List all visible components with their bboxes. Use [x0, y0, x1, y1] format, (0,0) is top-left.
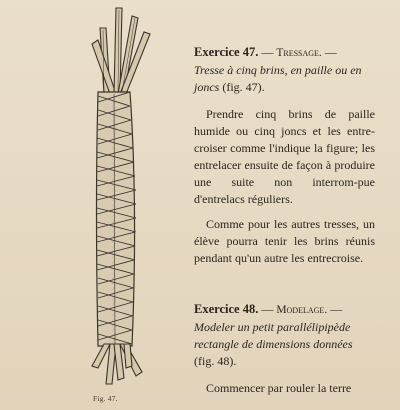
braid-body: [97, 92, 137, 346]
exercise-48-subtitle: Modelage.: [276, 304, 328, 316]
exercise-47-paragraph-1: Prendre cinq brins de paille humide ou cinq joncs et les entre-croiser comme l'indique la figure; les entrelacer ensuite de façon à produire une suite non interrom-pue d'entrelacs réguliers.: [194, 107, 375, 206]
exercise-47-heading: Exercice 47. — Tressage. — Tresse à cinq brins, en paille ou en joncs (fig. 47).: [194, 45, 362, 94]
exercise-47-paragraph-2: Comme pour les autres tresses, un élève pourra tenir les brins réunis pendant qu'un autre les entrecroise.: [194, 217, 375, 265]
figure-caption: Fig. 47.: [93, 394, 118, 403]
exercise-48-heading: Exercice 48. — Modelage. — Modeler un petit parallélipipède rectangle de dimensions données (fig. 48).: [194, 302, 353, 368]
exercise-47-subtitle: Tressage.: [276, 47, 322, 59]
exercise-48-figref: (fig. 48).: [194, 354, 237, 368]
exercise-48-description: Modeler un petit parallélipipède rectangle de dimensions données: [194, 320, 353, 351]
text-column: [194, 44, 375, 397]
exercise-48-title: Exercice 48.: [194, 302, 259, 316]
exercise-47-description: Tresse à cinq brins, en paille ou en joncs: [194, 63, 362, 94]
exercise-48-paragraph-1: Commencer par rouler la terre: [206, 381, 352, 395]
top-strands: [92, 8, 150, 94]
braid-illustration: [58, 6, 168, 388]
exercise-47-figref: (fig. 47).: [219, 80, 265, 94]
bottom-strands: [92, 344, 142, 384]
exercise-47-title: Exercice 47.: [194, 45, 259, 59]
